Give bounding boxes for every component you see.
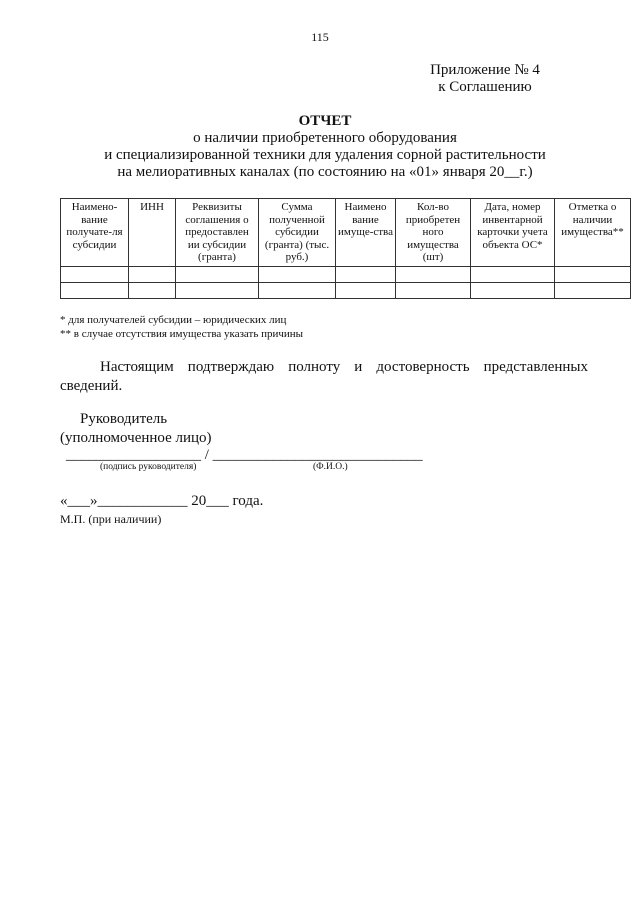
appendix-line-2: к Соглашению bbox=[438, 79, 532, 95]
confirmation-word: Настоящим bbox=[100, 359, 174, 375]
signature-line[interactable]: __________________ / ____________________________ bbox=[66, 447, 423, 463]
report-subtitle-1: о наличии приобретенного оборудования bbox=[193, 130, 457, 146]
page-number: 115 bbox=[311, 30, 329, 44]
header-inventory-card: Дата, номер инвентарной карточки учета объекта ОС* bbox=[471, 199, 555, 267]
confirmation-word: и bbox=[354, 359, 363, 375]
table-cell[interactable] bbox=[396, 266, 471, 282]
table-cell[interactable] bbox=[259, 266, 336, 282]
seal-note: М.П. (при наличии) bbox=[60, 512, 162, 526]
signature-label: (подпись руководителя) bbox=[100, 462, 197, 472]
table-cell[interactable] bbox=[129, 266, 176, 282]
header-property-name: Наимено вание имуще-ства bbox=[336, 199, 396, 267]
footnotes bbox=[60, 313, 620, 341]
table-cell[interactable] bbox=[61, 282, 129, 298]
header-agreement-details: Реквизиты соглашения о предоставлен ии субсидии (гранта) bbox=[176, 199, 259, 267]
table-cell[interactable] bbox=[176, 282, 259, 298]
signer-role: Руководитель bbox=[80, 411, 168, 427]
table-cell[interactable] bbox=[336, 282, 396, 298]
footnote-legal-entities: * для получателей субсидии – юридических лиц bbox=[60, 314, 287, 326]
confirmation-word: представленных bbox=[483, 359, 588, 375]
table-header-row bbox=[61, 199, 631, 267]
confirmation-word: достоверность bbox=[376, 359, 470, 375]
report-heading bbox=[60, 113, 590, 181]
header-recipient-name: Наимено-вание получате-ля субсидии bbox=[61, 199, 129, 267]
appendix-reference bbox=[410, 62, 560, 96]
table-cell[interactable] bbox=[396, 282, 471, 298]
report-subtitle-2: и специализированной техники для удаления сорной растительности bbox=[104, 147, 546, 163]
table-row bbox=[61, 282, 631, 298]
header-subsidy-amount: Сумма полученной субсидии (гранта) (тыс. руб.) bbox=[259, 199, 336, 267]
report-title: ОТЧЕТ bbox=[298, 113, 352, 129]
table-cell[interactable] bbox=[61, 266, 129, 282]
date-line[interactable]: «___»____________ 20___ года. bbox=[60, 493, 264, 509]
table-cell[interactable] bbox=[471, 282, 555, 298]
table-row bbox=[61, 266, 631, 282]
report-table bbox=[60, 198, 631, 299]
table-cell[interactable] bbox=[176, 266, 259, 282]
confirmation-word: подтверждаю bbox=[187, 359, 275, 375]
appendix-line-1: Приложение № 4 bbox=[430, 62, 540, 78]
table-cell[interactable] bbox=[129, 282, 176, 298]
header-availability-mark: Отметка о наличии имущества** bbox=[555, 199, 631, 267]
confirmation-line-2: сведений. bbox=[60, 378, 123, 394]
table-cell[interactable] bbox=[336, 266, 396, 282]
header-inn: ИНН bbox=[129, 199, 176, 267]
signer-block bbox=[60, 410, 460, 448]
confirmation-word: полноту bbox=[288, 359, 341, 375]
confirmation-statement bbox=[60, 358, 588, 396]
confirmation-line-1 bbox=[60, 358, 588, 377]
header-quantity: Кол-во приобретен ного имущества (шт) bbox=[396, 199, 471, 267]
table-cell[interactable] bbox=[555, 282, 631, 298]
table-cell[interactable] bbox=[471, 266, 555, 282]
signer-role-note: (уполномоченное лицо) bbox=[60, 430, 212, 446]
table-cell[interactable] bbox=[555, 266, 631, 282]
table-cell[interactable] bbox=[259, 282, 336, 298]
report-subtitle-3: на мелиоративных каналах (по состоянию на «01» января 20__г.) bbox=[117, 164, 533, 180]
name-label: (Ф.И.О.) bbox=[313, 462, 348, 472]
footnote-missing-property: ** в случае отсутствия имущества указать причины bbox=[60, 328, 304, 340]
